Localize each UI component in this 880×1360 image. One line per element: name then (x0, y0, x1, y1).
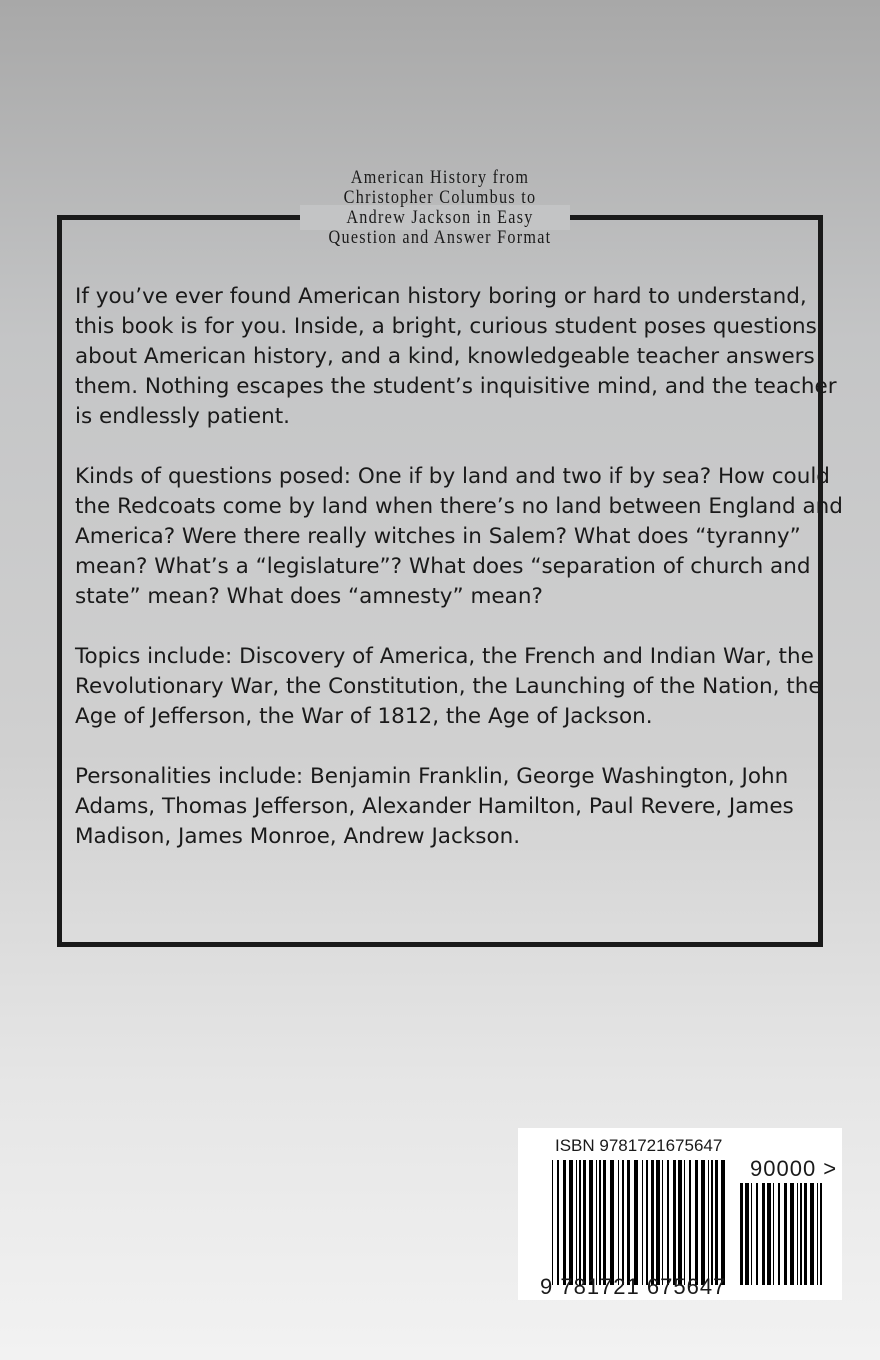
barcode-bar (579, 1160, 581, 1285)
barcode-bar (656, 1160, 660, 1285)
barcode-bar (622, 1160, 624, 1285)
barcode-bar (673, 1160, 676, 1285)
barcode-bar (618, 1160, 619, 1285)
barcode-bar (790, 1183, 794, 1285)
barcode-bar (773, 1183, 774, 1285)
paragraph-line: this book is for you. Inside, a bright, curious student poses questions (75, 314, 817, 339)
paragraph-line: If you’ve ever found American history boring or hard to understand, (75, 284, 807, 309)
barcode-bar (662, 1160, 663, 1285)
book-title (313, 168, 568, 248)
paragraph-line: is endlessly patient. (75, 404, 290, 429)
paragraph-line: about American history, and a kind, knowledgeable teacher answers (75, 344, 815, 369)
paragraph-line: Personalities include: Benjamin Franklin, George Washington, John (75, 764, 789, 789)
barcode-bar (627, 1160, 630, 1285)
barcode-bar (708, 1160, 709, 1285)
title-line: Andrew Jackson in Easy (346, 207, 534, 228)
barcode-bar (589, 1160, 593, 1285)
barcode-bar (784, 1183, 787, 1285)
paragraph-line: Kinds of questions posed: One if by land and two if by sea? How could (75, 464, 830, 489)
title-line: Christopher Columbus to (343, 187, 537, 208)
barcode-bar (800, 1183, 802, 1285)
barcode-bar (756, 1183, 758, 1285)
title-line: Question and Answer Format (328, 227, 552, 248)
paragraph (75, 762, 815, 852)
barcode-bar (810, 1183, 814, 1285)
barcode-bar (642, 1160, 643, 1285)
paragraph-line: mean? What’s a “legislature”? What does “separation of church and (75, 554, 811, 579)
paragraph-line: Adams, Thomas Jefferson, Alexander Hamilton, Paul Revere, James (75, 794, 794, 819)
paragraph-line: Age of Jefferson, the War of 1812, the Age of Jackson. (75, 704, 653, 729)
description-body (75, 282, 843, 882)
barcode-bar (778, 1183, 780, 1285)
paragraph (75, 282, 837, 432)
barcode-bar (715, 1160, 718, 1285)
barcode-bar (740, 1183, 743, 1285)
paragraph-line: America? Were there really witches in Salem? What does “tyranny” (75, 524, 801, 549)
barcode-bar (583, 1160, 586, 1285)
barcode-bar (817, 1183, 818, 1285)
barcode-bar (678, 1160, 682, 1285)
barcode-bar (634, 1160, 638, 1285)
barcode-bar (599, 1160, 601, 1285)
barcode-bar (569, 1160, 573, 1285)
title-line: American History from (350, 167, 530, 188)
paragraph-line: Madison, James Monroe, Andrew Jackson. (75, 824, 521, 849)
barcode-digits: 9 781721 675647 (540, 1274, 727, 1299)
paragraph-line: them. Nothing escapes the student’s inquisitive mind, and the teacher (75, 374, 837, 399)
barcode-bar (610, 1160, 614, 1285)
barcode-bar (767, 1183, 771, 1285)
barcode-bar (684, 1160, 685, 1285)
barcode-bar (762, 1183, 765, 1285)
barcode-bar (820, 1183, 822, 1285)
barcode-bar (596, 1160, 597, 1285)
paragraph-line: state” mean? What does “amnesty” mean? (75, 584, 543, 609)
paragraph (75, 642, 822, 732)
barcode-bar (667, 1160, 669, 1285)
isbn-label: ISBN 9781721675647 (555, 1136, 723, 1155)
barcode-bar (751, 1183, 752, 1285)
barcode-bar (804, 1183, 807, 1285)
isbn-barcode (518, 1128, 842, 1300)
barcode-bar (646, 1160, 648, 1285)
barcode-bar (576, 1160, 577, 1285)
barcode-bar (552, 1160, 553, 1285)
barcode-bar (711, 1160, 713, 1285)
barcode-bar (701, 1160, 705, 1285)
barcode-bar (745, 1183, 749, 1285)
barcode-bar (651, 1160, 654, 1285)
barcode-bar (689, 1160, 691, 1285)
barcode-bar (721, 1160, 725, 1285)
barcode-bar (557, 1160, 559, 1285)
paragraph-line: Revolutionary War, the Constitution, the Launching of the Nation, the (75, 674, 822, 699)
barcode-bar (797, 1183, 798, 1285)
paragraph (75, 462, 843, 612)
paragraph-line: the Redcoats come by land when there’s no land between England and (75, 494, 843, 519)
price-addon: 90000 > (750, 1156, 838, 1181)
paragraph-line: Topics include: Discovery of America, the French and Indian War, the (75, 644, 814, 669)
barcode-bar (603, 1160, 606, 1285)
barcode-bar (695, 1160, 698, 1285)
barcode-bar (563, 1160, 566, 1285)
